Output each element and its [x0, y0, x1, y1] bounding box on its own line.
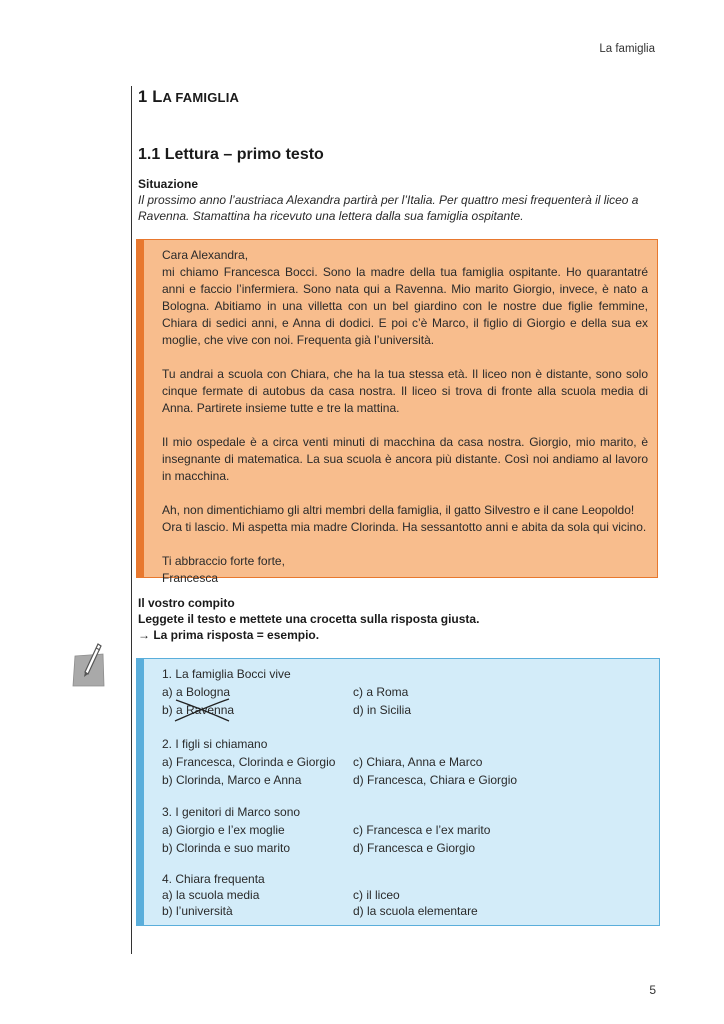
- answer-b[interactable]: b) a Ravenna: [162, 703, 235, 717]
- chapter-smallcaps: A FAMIGLIA: [162, 90, 240, 105]
- question-text: 2. I figli si chiamano: [162, 737, 268, 751]
- situation-text: Il prossimo anno l’austriaca Alexandra partirà per l’Italia. Per quattro mesi frequenterà il liceo a Ravenna. Stamattina ha ricevuto una lettera dalla sua famiglia ospitante.: [138, 193, 639, 223]
- task-example: [138, 627, 479, 643]
- letter-text: [162, 247, 648, 587]
- section-title: 1.1 Lettura – primo testo: [138, 146, 324, 163]
- task-heading: Il vostro compito: [138, 596, 235, 610]
- question-text: 1. La famiglia Bocci vive: [162, 667, 291, 681]
- quiz-accent-bar: [136, 658, 144, 926]
- letter-closing: [162, 553, 648, 587]
- cross-mark-icon: [173, 697, 231, 723]
- letter-paragraph-4b: Ora ti lascio. Mi aspetta mia madre Clorinda. Ha sessantotto anni e abita da sola qui vicino.: [162, 520, 647, 534]
- chapter-title: [138, 88, 239, 107]
- answer-c[interactable]: c) Chiara, Anna e Marco: [353, 755, 483, 769]
- letter-paragraph-4a: Ah, non dimentichiamo gli altri membri della famiglia, il gatto Silvestro e il cane Leopoldo!: [162, 503, 635, 517]
- task-instruction: Leggete il testo e mettete una crocetta sulla risposta giusta.: [138, 612, 480, 626]
- letter-paragraph-2: Tu andrai a scuola con Chiara, che ha la tua stessa età. Il liceo non è distante, sono solo cinque fermate di autobus da casa nostra. Il liceo si trova di fronte alla scuola media di Anna. Partirete insieme tutte e tre la mattina.: [162, 367, 648, 415]
- chapter-initial: L: [152, 88, 163, 106]
- pencil-note-icon: [72, 642, 106, 688]
- situation-heading: Situazione: [138, 177, 199, 191]
- letter-signature: Francesca: [162, 571, 219, 585]
- answer-d[interactable]: d) Francesca, Chiara e Giorgio: [353, 773, 518, 787]
- arrow-right-icon: →: [138, 628, 150, 642]
- answer-a[interactable]: a) la scuola media: [162, 888, 260, 902]
- letter-accent-bar: [136, 239, 144, 578]
- answer-b[interactable]: b) Clorinda, Marco e Anna: [162, 773, 302, 787]
- answer-a[interactable]: a) a Bologna: [162, 685, 231, 699]
- answer-a[interactable]: a) Giorgio e l’ex moglie: [162, 823, 285, 837]
- answer-b[interactable]: b) l’università: [162, 904, 233, 918]
- page-number: 5: [649, 983, 656, 997]
- question-text: 3. I genitori di Marco sono: [162, 805, 301, 819]
- task-block: [138, 595, 479, 643]
- letter-closing-line: Ti abbraccio forte forte,: [162, 554, 285, 568]
- answer-c[interactable]: c) a Roma: [353, 685, 409, 699]
- answer-c[interactable]: c) Francesca e l’ex marito: [353, 823, 491, 837]
- letter-greeting: Cara Alexandra,: [162, 248, 249, 262]
- task-example-text: La prima risposta = esempio.: [153, 628, 320, 642]
- margin-rule: [131, 86, 132, 954]
- answer-c[interactable]: c) il liceo: [353, 888, 400, 902]
- answer-d[interactable]: d) Francesca e Giorgio: [353, 841, 476, 855]
- answer-d[interactable]: d) la scuola elementare: [353, 904, 478, 918]
- answer-a[interactable]: a) Francesca, Clorinda e Giorgio: [162, 755, 336, 769]
- answer-d[interactable]: d) in Sicilia: [353, 703, 412, 717]
- letter-paragraph-4: [162, 502, 648, 536]
- answer-b[interactable]: b) Clorinda e suo marito: [162, 841, 291, 855]
- running-head: La famiglia: [599, 43, 655, 55]
- letter-paragraph-1: mi chiamo Francesca Bocci. Sono la madre della tua famiglia ospitante. Ho quarantatré anni e faccio l’infermiera. Sono nata qui a Ravenna. Mio marito Giorgio, invece, è nato a Bologna. Abitiamo in una villetta con un bel giardino con le nostre due figlie femmine, Chiara di sedici anni, e Anna di dodici. E poi c’è Marco, il figlio di Giorgio e della sua ex moglie, che vive con noi. Frequenta già l’università.: [162, 265, 648, 347]
- letter-opening: [162, 247, 648, 349]
- question-text: 4. Chiara frequenta: [162, 872, 265, 886]
- letter-paragraph-3: Il mio ospedale è a circa venti minuti di macchina da casa nostra. Giorgio, mio marito, è insegnante di matematica. La sua scuola è ancora più distante. Così noi andiamo al lavoro in macchina.: [162, 435, 648, 483]
- chapter-number: 1: [138, 88, 148, 106]
